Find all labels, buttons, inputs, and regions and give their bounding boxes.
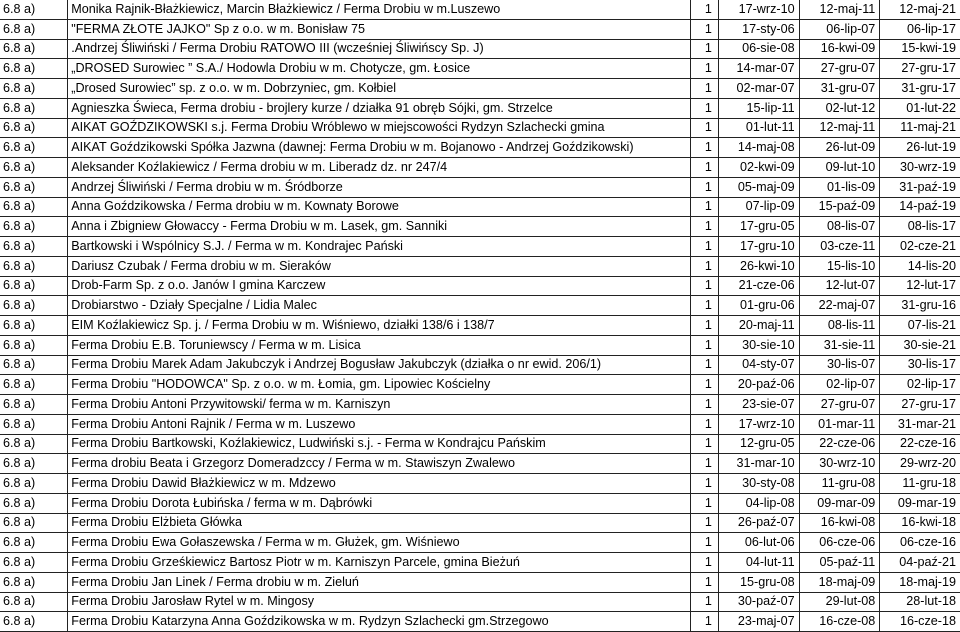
date-2-cell: 30-wrz-10 (799, 454, 880, 474)
table-row (0, 59, 960, 79)
table-row (0, 256, 960, 276)
count-cell: 1 (691, 296, 719, 316)
table-row (0, 138, 960, 158)
section-cell: 6.8 a) (0, 395, 68, 415)
table-row (0, 316, 960, 336)
date-1-cell: 02-kwi-09 (718, 158, 799, 178)
section-cell: 6.8 a) (0, 434, 68, 454)
table-row (0, 434, 960, 454)
name-cell: Drobiarstwo - Działy Specjalne / Lidia Malec (68, 296, 691, 316)
table-row (0, 276, 960, 296)
date-3-cell: 18-maj-19 (880, 572, 960, 592)
date-1-cell: 20-paź-06 (718, 375, 799, 395)
count-cell: 1 (691, 513, 719, 533)
date-3-cell: 16-cze-18 (880, 612, 960, 632)
count-cell: 1 (691, 138, 719, 158)
date-2-cell: 06-cze-06 (799, 533, 880, 553)
name-cell: Ferma Drobiu Dorota Łubińska / ferma w m. Dąbrówki (68, 493, 691, 513)
date-2-cell: 08-lis-07 (799, 217, 880, 237)
section-cell: 6.8 a) (0, 0, 68, 19)
section-cell: 6.8 a) (0, 158, 68, 178)
count-cell: 1 (691, 39, 719, 59)
date-3-cell: 27-gru-17 (880, 59, 960, 79)
name-cell: Monika Rajnik-Błażkiewicz, Marcin Błażkiewicz / Ferma Drobiu w m.Luszewo (68, 0, 691, 19)
date-2-cell: 16-kwi-09 (799, 39, 880, 59)
date-3-cell: 12-lut-17 (880, 276, 960, 296)
table-row (0, 217, 960, 237)
date-2-cell: 26-lut-09 (799, 138, 880, 158)
table-row (0, 118, 960, 138)
name-cell: Ferma Drobiu E.B. Toruniewscy / Ferma w m. Lisica (68, 335, 691, 355)
date-3-cell: 31-paź-19 (880, 177, 960, 197)
name-cell: Dariusz Czubak / Ferma drobiu w m. Sieraków (68, 256, 691, 276)
date-2-cell: 16-kwi-08 (799, 513, 880, 533)
section-cell: 6.8 a) (0, 177, 68, 197)
name-cell: .Andrzej Śliwiński / Ferma Drobiu RATOWO III (wcześniej Śliwińscy Sp. J) (68, 39, 691, 59)
count-cell: 1 (691, 0, 719, 19)
count-cell: 1 (691, 197, 719, 217)
name-cell: Ferma Drobiu Antoni Przywitowski/ ferma w m. Karniszyn (68, 395, 691, 415)
date-1-cell: 23-sie-07 (718, 395, 799, 415)
date-3-cell: 11-maj-21 (880, 118, 960, 138)
date-3-cell: 07-lis-21 (880, 316, 960, 336)
date-3-cell: 31-gru-16 (880, 296, 960, 316)
date-1-cell: 30-sty-08 (718, 474, 799, 494)
table-row (0, 158, 960, 178)
count-cell: 1 (691, 59, 719, 79)
name-cell: Ferma Drobiu Bartkowski, Koźlakiewicz, Ludwiński s.j. - Ferma w Kondrajcu Pańskim (68, 434, 691, 454)
date-2-cell: 29-lut-08 (799, 592, 880, 612)
date-2-cell: 30-lis-07 (799, 355, 880, 375)
date-1-cell: 17-gru-05 (718, 217, 799, 237)
table-row (0, 513, 960, 533)
count-cell: 1 (691, 217, 719, 237)
count-cell: 1 (691, 454, 719, 474)
date-1-cell: 26-kwi-10 (718, 256, 799, 276)
name-cell: Ferma Drobiu Katarzyna Anna Goździkowska w m. Rydzyn Szlachecki gm.Strzegowo (68, 612, 691, 632)
name-cell: AIKAT Goździkowski Spółka Jazwna (dawnej: Ferma Drobiu w m. Bojanowo - Andrzej Goździkowski) (68, 138, 691, 158)
count-cell: 1 (691, 158, 719, 178)
table-row (0, 454, 960, 474)
count-cell: 1 (691, 533, 719, 553)
date-3-cell: 11-gru-18 (880, 474, 960, 494)
date-1-cell: 07-lip-09 (718, 197, 799, 217)
date-3-cell: 06-lip-17 (880, 19, 960, 39)
date-1-cell: 20-maj-11 (718, 316, 799, 336)
name-cell: Ferma Drobiu Antoni Rajnik / Ferma w m. Luszewo (68, 414, 691, 434)
name-cell: "FERMA ZŁOTE JAJKO" Sp z o.o. w m. Bonisław 75 (68, 19, 691, 39)
table-row (0, 493, 960, 513)
count-cell: 1 (691, 79, 719, 99)
table-row (0, 39, 960, 59)
date-2-cell: 12-lut-07 (799, 276, 880, 296)
count-cell: 1 (691, 572, 719, 592)
date-2-cell: 16-cze-08 (799, 612, 880, 632)
name-cell: Ferma Drobiu "HODOWCA" Sp. z o.o. w m. Łomia, gm. Lipowiec Kościelny (68, 375, 691, 395)
date-1-cell: 17-sty-06 (718, 19, 799, 39)
section-cell: 6.8 a) (0, 197, 68, 217)
date-3-cell: 26-lut-19 (880, 138, 960, 158)
section-cell: 6.8 a) (0, 375, 68, 395)
table-row (0, 395, 960, 415)
date-3-cell: 29-wrz-20 (880, 454, 960, 474)
date-3-cell: 06-cze-16 (880, 533, 960, 553)
date-3-cell: 22-cze-16 (880, 434, 960, 454)
date-2-cell: 02-lip-07 (799, 375, 880, 395)
count-cell: 1 (691, 98, 719, 118)
name-cell: Anna Goździkowska / Ferma drobiu w m. Kownaty Borowe (68, 197, 691, 217)
section-cell: 6.8 a) (0, 572, 68, 592)
date-3-cell: 04-paź-21 (880, 553, 960, 573)
date-1-cell: 15-lip-11 (718, 98, 799, 118)
date-3-cell: 30-lis-17 (880, 355, 960, 375)
table-row (0, 296, 960, 316)
count-cell: 1 (691, 355, 719, 375)
section-cell: 6.8 a) (0, 414, 68, 434)
table-row (0, 553, 960, 573)
date-1-cell: 15-gru-08 (718, 572, 799, 592)
name-cell: „Drosed Surowiec” sp. z o.o. w m. Dobrzyniec, gm. Kołbiel (68, 79, 691, 99)
section-cell: 6.8 a) (0, 98, 68, 118)
date-2-cell: 11-gru-08 (799, 474, 880, 494)
date-3-cell: 31-gru-17 (880, 79, 960, 99)
section-cell: 6.8 a) (0, 217, 68, 237)
section-cell: 6.8 a) (0, 612, 68, 632)
date-1-cell: 02-mar-07 (718, 79, 799, 99)
date-1-cell: 26-paź-07 (718, 513, 799, 533)
name-cell: Ferma Drobiu Jan Linek / Ferma drobiu w m. Zieluń (68, 572, 691, 592)
name-cell: Ferma Drobiu Elżbieta Główka (68, 513, 691, 533)
count-cell: 1 (691, 237, 719, 257)
count-cell: 1 (691, 395, 719, 415)
section-cell: 6.8 a) (0, 39, 68, 59)
date-2-cell: 08-lis-11 (799, 316, 880, 336)
section-cell: 6.8 a) (0, 296, 68, 316)
section-cell: 6.8 a) (0, 237, 68, 257)
table-row (0, 79, 960, 99)
date-2-cell: 12-maj-11 (799, 0, 880, 19)
name-cell: Aleksander Koźlakiewicz / Ferma drobiu w m. Liberadz dz. nr 247/4 (68, 158, 691, 178)
count-cell: 1 (691, 177, 719, 197)
date-3-cell: 14-paź-19 (880, 197, 960, 217)
name-cell: EIM Koźlakiewicz Sp. j. / Ferma Drobiu w m. Wiśniewo, działki 138/6 i 138/7 (68, 316, 691, 336)
date-1-cell: 30-sie-10 (718, 335, 799, 355)
date-2-cell: 22-maj-07 (799, 296, 880, 316)
date-2-cell: 12-maj-11 (799, 118, 880, 138)
table-row (0, 98, 960, 118)
date-1-cell: 06-lut-06 (718, 533, 799, 553)
name-cell: AIKAT GOŹDZIKOWSKI s.j. Ferma Drobiu Wróblewo w miejscowości Rydzyn Szlachecki gmina (68, 118, 691, 138)
count-cell: 1 (691, 553, 719, 573)
date-1-cell: 23-maj-07 (718, 612, 799, 632)
date-3-cell: 02-cze-21 (880, 237, 960, 257)
count-cell: 1 (691, 592, 719, 612)
section-cell: 6.8 a) (0, 118, 68, 138)
section-cell: 6.8 a) (0, 592, 68, 612)
date-1-cell: 17-gru-10 (718, 237, 799, 257)
count-cell: 1 (691, 316, 719, 336)
table-row (0, 474, 960, 494)
table-row (0, 355, 960, 375)
name-cell: Ferma Drobiu Ewa Gołaszewska / Ferma w m. Głużek, gm. Wiśniewo (68, 533, 691, 553)
date-3-cell: 30-sie-21 (880, 335, 960, 355)
count-cell: 1 (691, 434, 719, 454)
count-cell: 1 (691, 256, 719, 276)
table-row (0, 414, 960, 434)
name-cell: „DROSED Surowiec ” S.A./ Hodowla Drobiu w m. Chotycze, gm. Łosice (68, 59, 691, 79)
table-row (0, 533, 960, 553)
count-cell: 1 (691, 19, 719, 39)
table-row (0, 0, 960, 19)
count-cell: 1 (691, 612, 719, 632)
name-cell: Agnieszka Świeca, Ferma drobiu - brojlery kurze / działka 91 obręb Sójki, gm. Strzelce (68, 98, 691, 118)
section-cell: 6.8 a) (0, 256, 68, 276)
date-3-cell: 31-mar-21 (880, 414, 960, 434)
table-row (0, 237, 960, 257)
date-3-cell: 14-lis-20 (880, 256, 960, 276)
date-2-cell: 22-cze-06 (799, 434, 880, 454)
date-2-cell: 01-mar-11 (799, 414, 880, 434)
count-cell: 1 (691, 276, 719, 296)
section-cell: 6.8 a) (0, 513, 68, 533)
date-2-cell: 31-gru-07 (799, 79, 880, 99)
table-row (0, 19, 960, 39)
date-1-cell: 04-lut-11 (718, 553, 799, 573)
name-cell: Ferma Drobiu Grześkiewicz Bartosz Piotr w m. Karniszyn Parcele, gmina Bieżuń (68, 553, 691, 573)
date-3-cell: 27-gru-17 (880, 395, 960, 415)
date-1-cell: 06-sie-08 (718, 39, 799, 59)
date-3-cell: 08-lis-17 (880, 217, 960, 237)
date-3-cell: 15-kwi-19 (880, 39, 960, 59)
count-cell: 1 (691, 375, 719, 395)
section-cell: 6.8 a) (0, 474, 68, 494)
table-row (0, 572, 960, 592)
table-row (0, 177, 960, 197)
name-cell: Andrzej Śliwiński / Ferma drobiu w m. Śródborze (68, 177, 691, 197)
date-3-cell: 09-mar-19 (880, 493, 960, 513)
date-2-cell: 01-lis-09 (799, 177, 880, 197)
name-cell: Ferma Drobiu Dawid Błażkiewicz w m. Mdzewo (68, 474, 691, 494)
date-2-cell: 15-paź-09 (799, 197, 880, 217)
date-1-cell: 05-maj-09 (718, 177, 799, 197)
table-row (0, 335, 960, 355)
date-1-cell: 04-sty-07 (718, 355, 799, 375)
name-cell: Bartkowski i Wspólnicy S.J. / Ferma w m. Kondrajec Pański (68, 237, 691, 257)
date-1-cell: 17-wrz-10 (718, 414, 799, 434)
date-2-cell: 09-mar-09 (799, 493, 880, 513)
date-3-cell: 30-wrz-19 (880, 158, 960, 178)
date-3-cell: 28-lut-18 (880, 592, 960, 612)
date-2-cell: 03-cze-11 (799, 237, 880, 257)
name-cell: Ferma Drobiu Jarosław Rytel w m. Mingosy (68, 592, 691, 612)
section-cell: 6.8 a) (0, 276, 68, 296)
name-cell: Ferma drobiu Beata i Grzegorz Domeradzccy / Ferma w m. Stawiszyn Zwalewo (68, 454, 691, 474)
date-1-cell: 30-paź-07 (718, 592, 799, 612)
date-3-cell: 12-maj-21 (880, 0, 960, 19)
date-2-cell: 05-paź-11 (799, 553, 880, 573)
date-2-cell: 27-gru-07 (799, 395, 880, 415)
section-cell: 6.8 a) (0, 138, 68, 158)
date-1-cell: 12-gru-05 (718, 434, 799, 454)
table-row (0, 612, 960, 632)
date-1-cell: 17-wrz-10 (718, 0, 799, 19)
date-3-cell: 02-lip-17 (880, 375, 960, 395)
section-cell: 6.8 a) (0, 493, 68, 513)
date-1-cell: 21-cze-06 (718, 276, 799, 296)
date-1-cell: 04-lip-08 (718, 493, 799, 513)
date-1-cell: 14-maj-08 (718, 138, 799, 158)
date-3-cell: 16-kwi-18 (880, 513, 960, 533)
count-cell: 1 (691, 493, 719, 513)
count-cell: 1 (691, 335, 719, 355)
count-cell: 1 (691, 414, 719, 434)
date-1-cell: 01-gru-06 (718, 296, 799, 316)
section-cell: 6.8 a) (0, 454, 68, 474)
table-row (0, 375, 960, 395)
section-cell: 6.8 a) (0, 335, 68, 355)
count-cell: 1 (691, 118, 719, 138)
date-2-cell: 18-maj-09 (799, 572, 880, 592)
date-2-cell: 06-lip-07 (799, 19, 880, 39)
section-cell: 6.8 a) (0, 553, 68, 573)
name-cell: Ferma Drobiu Marek Adam Jakubczyk i Andrzej Bogusław Jakubczyk (działka o nr ewid. 206/1) (68, 355, 691, 375)
date-2-cell: 27-gru-07 (799, 59, 880, 79)
date-1-cell: 31-mar-10 (718, 454, 799, 474)
table-row (0, 197, 960, 217)
section-cell: 6.8 a) (0, 59, 68, 79)
section-cell: 6.8 a) (0, 19, 68, 39)
date-1-cell: 01-lut-11 (718, 118, 799, 138)
date-2-cell: 02-lut-12 (799, 98, 880, 118)
name-cell: Drob-Farm Sp. z o.o. Janów I gmina Karczew (68, 276, 691, 296)
date-2-cell: 09-lut-10 (799, 158, 880, 178)
count-cell: 1 (691, 474, 719, 494)
date-2-cell: 15-lis-10 (799, 256, 880, 276)
name-cell: Anna i Zbigniew Głowaccy - Ferma Drobiu w m. Lasek, gm. Sanniki (68, 217, 691, 237)
section-cell: 6.8 a) (0, 355, 68, 375)
date-2-cell: 31-sie-11 (799, 335, 880, 355)
date-3-cell: 01-lut-22 (880, 98, 960, 118)
date-1-cell: 14-mar-07 (718, 59, 799, 79)
section-cell: 6.8 a) (0, 79, 68, 99)
section-cell: 6.8 a) (0, 316, 68, 336)
section-cell: 6.8 a) (0, 533, 68, 553)
